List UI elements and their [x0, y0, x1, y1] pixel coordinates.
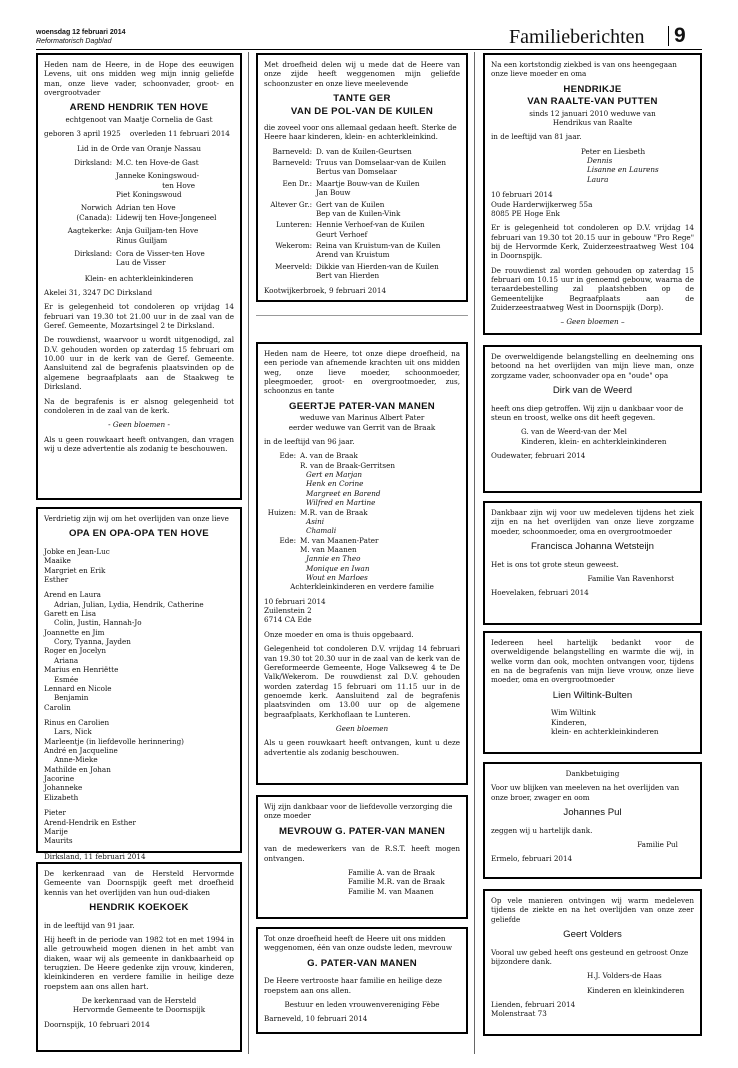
closing-text: Als u geen rouwkaart heeft ontvangen, dan vragen wij u deze advertentie als zodanig te beschouwen.	[44, 434, 234, 453]
family-member: Bep van de Kuilen-Vink	[316, 208, 401, 218]
thanks-geert-volders	[483, 889, 702, 1036]
signature: Familie Pul	[637, 839, 678, 849]
thanks-dirk-van-de-weerd	[483, 345, 702, 493]
grandchild-name: Henk en Corine	[306, 479, 364, 489]
no-flowers: – Geen bloemen –	[560, 317, 625, 327]
family-entry	[264, 241, 460, 260]
signature: G. van de Weerd-van der Mel	[521, 427, 627, 437]
newspaper-name: Reformatorisch Dagblad	[36, 38, 112, 45]
family-names	[116, 203, 216, 222]
deceased-name-full: VAN DE POL-VAN DE KUILEN	[290, 105, 434, 117]
ad-text: Vooral uw gebed heeft ons gesteund en getroost Onze bijzondere dank.	[491, 947, 689, 966]
family-member: Janneke Koningswoud-	[116, 171, 200, 181]
address: Akelei 31, 3247 DC Dirksland	[44, 287, 153, 297]
ad-intro: Heden nam de Heere, in de Hope des eeuwigen Levens, uit ons midden weg mijn innig geliefde man, onze lieve vader, schoonvader, groot- en overgrootvader	[44, 60, 234, 98]
address: 6714 CA Ede	[264, 615, 312, 625]
name-group	[44, 808, 234, 845]
ad-text: zeggen wij u hartelijk dank.	[491, 825, 593, 835]
grandchildren-list	[581, 156, 694, 184]
grandchild-name: Gert en Marjan	[306, 470, 362, 480]
signature: Familie M. van Maanen	[348, 886, 434, 896]
grandchild-name: Anne-Mieke	[54, 755, 98, 765]
family-names	[316, 241, 440, 260]
grandchild-name: Marleentje (in liefdevolle herinnering)	[44, 736, 184, 746]
ad-date: 10 februari 2014	[491, 190, 553, 200]
grandchild-name: Margriet en Erik	[44, 565, 106, 575]
ad-intro: Verdrietig zijn wij om het overlijden van onze lieve	[44, 514, 229, 523]
ad-text: heeft ons diep getroffen. Wij zijn u dankbaar voor de steun en troost, welke ons dit heeft gegeven.	[491, 403, 684, 422]
family-place: Meerveld:	[275, 261, 312, 271]
family-place: Dirksland:	[74, 157, 112, 167]
column-divider	[474, 52, 475, 1054]
ad-intro: Met droefheid delen wij u mede dat de Heere van onze zijde heeft weggenomen mijn geliefde schoonzuster en onze lieve meelevende	[264, 60, 460, 88]
family-member: Maartje Bouw-van de Kuilen	[316, 178, 420, 188]
ad-intro: Heden nam de Heere, tot onze diepe droefheid, na een periode van afnemende krachten uit ons midden weg, onze lieve moeder, schoonmoeder, pleegmoeder, groot- en overgrootmoeder, zus, schoonzus en tante	[264, 349, 460, 396]
family-place: Ede:	[279, 535, 296, 545]
header-rule	[36, 49, 702, 50]
obituary-tante-ger	[256, 53, 468, 302]
deceased-name: Lien Wiltink-Bulten	[552, 689, 633, 701]
deceased-name-full: VAN RAALTE-VAN PUTTEN	[527, 96, 658, 108]
grandchild-name: Elizabeth	[44, 792, 79, 802]
family-member: Anja Guiljam-ten Hove	[116, 226, 199, 236]
grandchild-name: Arend-Hendrik en Esther	[44, 817, 136, 827]
grandchild-name: Wout en Marloes	[306, 573, 368, 583]
spouse-line: weduwe van Marinus Albert Pater	[299, 413, 425, 423]
family-member: A. van de Braak	[300, 451, 358, 461]
family-member: Cora de Visser-ten Hove	[116, 248, 205, 258]
grandchild-name: Garett en Lisa	[44, 608, 96, 618]
family-place: Altever Gr.:	[270, 199, 312, 209]
family-names	[300, 451, 395, 507]
grandchild-name: Jacorine	[44, 774, 75, 784]
family-place: Barneveld:	[272, 158, 312, 168]
issue-date: woensdag 12 februari 2014	[36, 29, 126, 36]
family-name: Peter en Liesbeth	[581, 146, 646, 156]
honour-line: Lid in de Orde van Oranje Nassau	[77, 143, 201, 153]
deceased-name: HENDRIKJE	[563, 83, 622, 95]
family-names	[116, 171, 199, 199]
memorial-opa-ten-hove	[36, 507, 242, 861]
family-place: Huizen:	[267, 507, 296, 517]
address: 8085 PE Hoge Enk	[491, 208, 560, 218]
ad-intro: Dankbaar zijn wij voor uw medeleven tijdens het ziek zijn en na het overlijden van onze lieve zorgzame moeder, schoonmoeder, oma en overgrootmoeder	[491, 508, 694, 536]
family-entry	[264, 451, 460, 507]
grandchildren-line: Achterkleinkinderen en verdere familie	[290, 582, 434, 592]
spouse-line: echtgenoot van Maatje Cornelia de Gast	[65, 114, 213, 124]
ad-footer: Doornspijk, 10 februari 2014	[44, 1019, 150, 1029]
ad-intro: Voor uw blijken van meeleven na het overlijden van onze broer, zwager en oom	[491, 783, 680, 802]
grandchild-name: Carolin	[44, 702, 71, 712]
no-flowers: Geen bloemen	[335, 724, 389, 734]
ad-footer: Oudewater, februari 2014	[491, 450, 586, 460]
family-member: Dikkie van Hierden-van de Kuilen	[316, 261, 439, 271]
ad-footer: Kootwijkerbroek, 9 februari 2014	[264, 286, 387, 296]
ad-text: van de medewerkers van de R.S.T. heeft mogen ontvangen.	[264, 844, 460, 863]
grandchild-name: Esmée	[54, 674, 79, 684]
family-list	[44, 158, 234, 268]
family-member: M. van Maanen	[300, 544, 357, 554]
grandchild-name: Esther	[44, 574, 69, 584]
ad-intro: Iedereen heel hartelijk bedankt voor de overweldigende belangstelling en warmte die wij, in welke vorm dan ook, mochten ontvangen voor, tijdens en na de begrafenis van mijn lieve vrouw, onze lieve moeder, oma en overgrootmoeder	[491, 638, 694, 685]
signature: Kinderen en kleinkinderen	[587, 985, 685, 995]
deceased-name: Dirk van de Weerd	[552, 385, 633, 397]
family-entry	[264, 200, 460, 219]
after-burial-text: Na de begrafenis is er alsnog gelegenheid tot condoleren in de zaal van de kerk.	[44, 396, 234, 415]
condolence-text: Er is gelegenheid tot condoleren op D.V. vrijdag 14 februari van 19.30 tot 20.15 uur in gebouw "Pro Rege" bij de Hervormde Kerk, Zuiderzeestraatweg West 104 in Doornspijk.	[491, 223, 694, 261]
notice-g-pater-van-manen	[256, 927, 468, 1034]
family-place: Barneveld:	[272, 146, 312, 156]
family-member: Rinus Guiljam	[116, 235, 168, 245]
address: Oude Harderwijkerweg 55a	[491, 199, 593, 209]
family-place: Ede:	[279, 451, 296, 461]
column-divider	[248, 52, 249, 1054]
family-place: Dirksland:	[74, 248, 112, 258]
ad-text: Het is ons tot grote steun geweest.	[491, 559, 619, 569]
since-line: sinds 12 januari 2010 weduwe van	[529, 108, 656, 118]
grandchildren-line: Klein- en achterkleinkinderen	[84, 273, 194, 283]
grandchild-name: Jobke en Jean-Luc	[44, 546, 110, 556]
family-list	[264, 147, 460, 281]
family-member: M.C. ten Hove-de Gast	[116, 157, 199, 167]
section-title: Familieberichten	[509, 26, 645, 48]
ad-footer: Barneveld, 10 februari 2014	[264, 1014, 368, 1024]
grandchild-name: Lisanne en Laurens	[587, 165, 659, 175]
ad-intro: Tot onze droefheid heeft de Heere uit ons midden weggenomen, één van onze oudste leden, mevrouw	[264, 934, 452, 953]
grandchild-name: Maaike	[44, 556, 71, 566]
family-place: Een Dr.:	[282, 178, 312, 188]
family-member: Bertus van Domselaar	[316, 167, 397, 177]
grandchildren-list	[44, 547, 234, 846]
header-divider	[668, 26, 669, 46]
ad-intro: Na een kortstondig ziekbed is van ons heengegaan onze lieve moeder en oma	[491, 60, 677, 79]
obituary-hendrik-koekoek	[36, 862, 242, 1052]
deceased-name: HENDRIK KOEKOEK	[89, 902, 189, 914]
section-separator	[256, 315, 468, 316]
grandchild-name: Rinus en Carolien	[44, 717, 110, 727]
family-member: M. van Maanen-Pater	[300, 535, 379, 545]
family-member: Geurt Verhoef	[316, 229, 368, 239]
grandchild-name: Maurits	[44, 836, 73, 846]
grandchild-name: Ariana	[54, 655, 79, 665]
family-entry	[264, 147, 460, 156]
life-dates: geboren 3 april 1925 overleden 11 februari 2014	[44, 129, 230, 139]
grandchild-name: André en Jacqueline	[44, 746, 118, 756]
family-member: Lau de Visser	[116, 258, 166, 268]
deceased-name: MEVROUW G. PATER-VAN MANEN	[278, 825, 446, 837]
family-place: Aagtekerke:	[67, 226, 112, 236]
grandchild-name: Marije	[44, 826, 68, 836]
obituary-geertje-pater-van-manen	[256, 342, 468, 785]
family-names	[116, 226, 198, 245]
no-flowers: - Geen bloemen -	[108, 420, 170, 430]
age-line: in de leeftijd van 96 jaar.	[264, 436, 355, 446]
family-member: Reina van Kruistum-van de Kuilen	[316, 240, 441, 250]
family-place: Lunteren:	[276, 220, 312, 230]
grandchild-name: Jannie en Theo	[306, 554, 361, 564]
thanks-johannes-pul	[483, 762, 702, 879]
ad-footer: Dirksland, 11 februari 2014	[44, 851, 146, 861]
family-member: D. van de Kuilen-Geurtsen	[316, 146, 412, 156]
signature: klein- en achterkleinkinderen	[551, 726, 659, 736]
signature-list	[491, 708, 694, 736]
family-entry	[264, 220, 460, 239]
family-member: Bert van Hierden	[316, 271, 380, 281]
grandchild-name: Marius en Henriëtte	[44, 665, 119, 675]
name-group	[44, 547, 234, 584]
signature: Wim Wiltink	[551, 708, 596, 718]
address: Zuilenstein 2	[264, 606, 312, 616]
grandchild-name: Lars, Nick	[54, 727, 92, 737]
grandchild-name: Asini	[306, 516, 325, 526]
ad-date: 10 februari 2014	[264, 596, 326, 606]
family-names	[300, 536, 378, 583]
deceased-name: AREND HENDRIK TEN HOVE	[69, 102, 209, 114]
age-line: in de leeftijd van 91 jaar.	[44, 920, 135, 930]
family-member: Jan Bouw	[316, 188, 351, 198]
family-entry	[264, 508, 460, 536]
family-place: Wekerom:	[275, 240, 312, 250]
ad-heading: Dankbetuiging	[565, 769, 620, 778]
ad-footer: Hoevelaken, februari 2014	[491, 588, 589, 598]
family-entry	[44, 226, 234, 245]
signature: Kinderen, klein- en achterkleinkinderen	[521, 436, 667, 446]
family-member: Gert van de Kuilen	[316, 199, 385, 209]
name-group	[44, 718, 234, 802]
ad-intro: Op vele manieren ontvingen wij warm medeleven tijdens de ziekte en na het overlijden van onze zeer geliefde	[491, 896, 694, 924]
ad-text: Hij heeft in de periode van 1982 tot en met 1994 in alle getrouwheid mogen dienen in het ambt van diaken, waar wij als gemeente in dankbaarheid op terugzien. De Heere gedenke zijn vrouw, kinderen, kleinkinderen en verdere familie in heilige deze roepstem aan ons allen hart.	[44, 934, 234, 991]
grandchild-name: Benjamin	[54, 693, 89, 703]
signature: Bestuur en leden vrouwenvereniging Fèbe	[284, 999, 440, 1009]
family-member: M.R. van de Braak	[300, 507, 368, 517]
family-names	[116, 158, 199, 167]
grandchild-name: Dennis	[587, 156, 613, 166]
thanks-mevrouw-pater-van-manen	[256, 795, 468, 919]
age-line: in de leeftijd van 81 jaar.	[491, 132, 582, 142]
deceased-name: TANTE GER	[333, 93, 391, 105]
family-member: Truus van Domselaar-van de Kuilen	[316, 158, 447, 168]
family-names	[316, 158, 446, 177]
signature: Familie A. van de Braak	[348, 867, 435, 877]
grandchild-name: Joannette en Jim	[44, 627, 105, 637]
obituary-hendrikje-van-raalte	[483, 53, 702, 335]
grandchild-name: Arend en Laura	[44, 590, 101, 600]
family-names	[316, 262, 439, 281]
family-names	[316, 147, 412, 156]
service-text: De rouwdienst zal worden gehouden op zaterdag 15 februari om 10.15 uur in genoemd gebouw, waarna de teraardebestelling zal plaatshebben op de Gemeentelijke Begraafplaats aan de Zuiderzeestraatweg West in Doornspijk (Dorp).	[491, 265, 694, 313]
family-member: Piet Koningswoud	[116, 190, 182, 200]
family-entry	[264, 179, 460, 198]
family-entry	[44, 203, 234, 222]
name-group	[44, 590, 234, 712]
signature: Kinderen,	[551, 717, 587, 727]
deceased-name: Francisca Johanna Wetsteijn	[530, 541, 654, 553]
grandchild-name: Monique en Iwan	[306, 563, 370, 573]
family-member: Arend van Kruistum	[316, 250, 390, 260]
deceased-name: Johannes Pul	[563, 807, 622, 819]
family-names	[116, 249, 205, 268]
family-list	[264, 451, 460, 582]
family-names	[316, 220, 425, 239]
grandchild-name: Colin, Justin, Hannah-Jo	[54, 618, 142, 628]
deceased-name: Geert Volders	[563, 929, 622, 941]
spouse-line: eerder weduwe van Gerrit van de Braak	[288, 422, 436, 432]
ad-intro: Wij zijn dankbaar voor de liefdevolle verzorging die onze moeder	[264, 802, 453, 821]
family-place	[44, 171, 116, 199]
ad-footer: Lienden, februari 2014	[491, 999, 576, 1009]
signature: De kerkenraad van de Hersteld	[81, 996, 197, 1006]
grandchild-name: Johanneke	[44, 783, 83, 793]
closing-text: Als u geen rouwkaart heeft ontvangen, kunt u deze advertentie als zodanig beschouwen.	[264, 738, 460, 757]
ad-intro: De overweldigende belangstelling en deelneming ons betoond na het overlijden van mijn lieve man, onze zorgzame vader, schoonvader opa en "oude" opa	[491, 352, 694, 380]
grandchild-name: Laura	[587, 174, 609, 184]
family-entry	[44, 249, 234, 268]
signature: Familie Van Ravenhorst	[587, 573, 674, 583]
family-entry	[264, 158, 460, 177]
ad-intro: De kerkenraad van de Hersteld Hervormde Gemeente van Doornspijk geeft met droefheid kennis van het overlijden van hun oud-diaken	[44, 869, 234, 897]
ad-text: die zoveel voor ons allemaal gedaan heeft. Sterke de Heere haar kinderen, klein- en achterkleinkind.	[264, 123, 457, 142]
signature: H.J. Volders-de Haas	[587, 971, 662, 981]
grandchild-name: Lennard en Nicole	[44, 683, 112, 693]
grandchild-name: Mathilde en Johan	[44, 764, 111, 774]
grandchild-name: Margreet en Barend	[306, 488, 381, 498]
thanks-francisca-wetsteijn	[483, 501, 702, 625]
family-member: Adrian ten Hove	[116, 203, 176, 213]
family-member: Hennie Verhoef-van de Kuilen	[316, 220, 425, 230]
signature-list	[264, 868, 460, 896]
family-member: R. van de Braak-Gerritsen	[300, 460, 395, 470]
family-entry	[264, 262, 460, 281]
obituary-arend-hendrik-ten-hove	[36, 53, 242, 500]
address: Molenstraat 73	[491, 1009, 547, 1019]
signature: Familie M.R. van de Braak	[348, 877, 445, 887]
deceased-name: OPA EN OPA-OPA TEN HOVE	[69, 528, 209, 540]
family-names	[316, 179, 420, 198]
service-text: Gelegenheid tot condoleren D.V. vrijdag 14 februari van 19.30 tot 20.30 uur in de zaal van de kerk van de Gereformeerde Gemeente, Hoge Valkseweg 4 te De Valk/Wekerom. De rouwdienst zal D.V. gehouden worden zaterdag 15 februari om 11.15 uur in de genoemde kerk. Aansluitend zal de begrafenis plaatsvinden om 13.00 uur op de algemene begraafplaats, Kerkhoflaan te Lunteren.	[264, 644, 460, 719]
page-number: 9	[674, 24, 686, 47]
grandchild-name: Pieter	[44, 808, 66, 818]
ad-text: De Heere vertrooste haar familie en heilige deze roepstem aan ons allen.	[264, 976, 442, 995]
family-member: ten Hove	[162, 180, 196, 190]
grandchild-name: Wilfred en Martine	[306, 498, 376, 508]
grandchild-name: Roger en Jocelyn	[44, 646, 106, 656]
family-entry	[264, 536, 460, 583]
laid-out-text: Onze moeder en oma is thuis opgebaard.	[264, 629, 414, 639]
family-entry	[44, 158, 234, 167]
deceased-name: GEERTJE PATER-VAN MANEN	[288, 400, 436, 412]
grandchild-name: Adrian, Julian, Lydia, Hendrik, Catherine	[54, 599, 204, 609]
since-line: Hendrikus van Raalte	[552, 118, 633, 128]
ad-footer: Ermelo, februari 2014	[491, 854, 573, 864]
grandchild-name: Cory, Tyanna, Jayden	[54, 637, 131, 647]
family-place: Norwich (Canada):	[76, 203, 112, 222]
family-member: Lidewij ten Hove-Jongeneel	[116, 212, 217, 222]
signature: Hervormde Gemeente te Doornspijk	[72, 1005, 206, 1015]
grandchild-name: Chamali	[306, 526, 337, 536]
deceased-name: G. PATER-VAN MANEN	[307, 957, 417, 969]
family-names	[316, 200, 400, 219]
family-names	[300, 508, 368, 536]
service-text: De rouwdienst, waarvoor u wordt uitgenodigd, zal D.V. gehouden worden op zaterdag 15 februari om 10.00 uur in de kerk van de Geref. Gemeente. Aansluitend zal de begrafenis plaatsvinden op de algemene begraafplaats aan de Staakweg te Dirksland.	[44, 335, 234, 392]
thanks-lien-wiltink-bulten	[483, 631, 702, 754]
condolence-text: Er is gelegenheid tot condoleren op vrijdag 14 februari van 19.30 tot 21.00 uur in de zaal van de Geref. Gemeente, Mozartsingel 2 te Dirksland.	[44, 302, 234, 331]
family-entry	[44, 171, 234, 199]
